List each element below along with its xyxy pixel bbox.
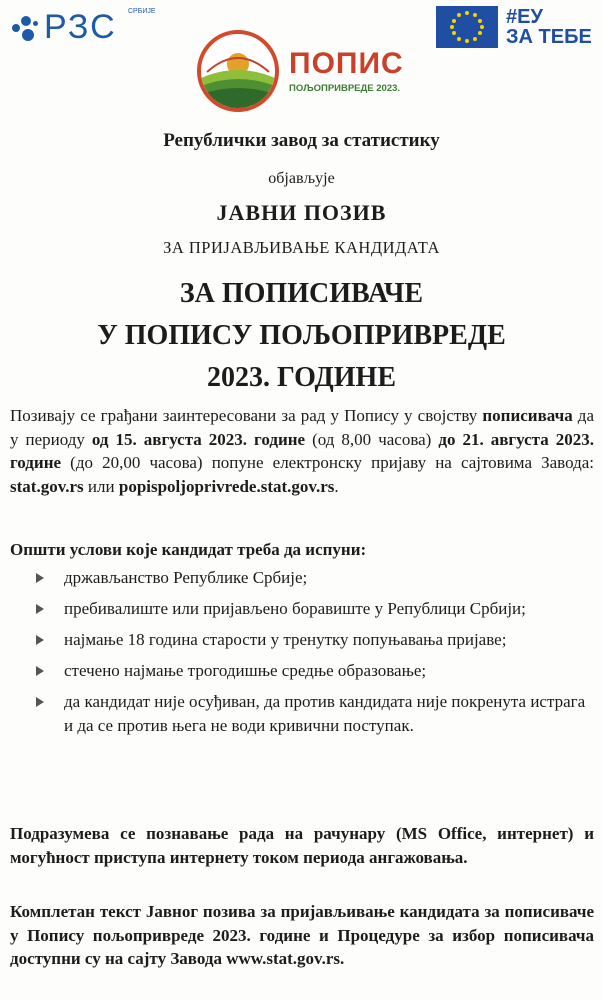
intro-paragraph: Позивају се грађани заинтересовани за рад у Попису у својству пописивача да у периоду од 15. августа 2023. године (од 8,00 часова) до 21. августа 2023. године (до 20,00 часова) попуне електронску пријаву на сајтовима Завода: stat.gov.rs или popispoljoprivrede.stat.gov.rs. xyxy=(10,406,594,496)
eu-logo-line2: ЗА ТЕБЕ xyxy=(506,26,592,48)
bullet-arrow-icon xyxy=(36,697,44,707)
list-item: да кандидат није осуђиван, да против кандидата није покренута истрага и да се против њега не води кривични поступак. xyxy=(36,690,596,738)
title-line-3: 2023. ГОДИНЕ xyxy=(207,362,396,393)
eu-logo xyxy=(436,6,592,48)
list-item: држављанство Републике Србије; xyxy=(36,566,596,590)
rzs-dots-icon xyxy=(10,12,40,42)
rzs-logo-small-text: СРБИЈЕ xyxy=(128,8,156,15)
public-call-heading: ЈАВНИ ПОЗИВ xyxy=(216,200,387,225)
rzs-logo xyxy=(10,8,156,46)
announces-text: објављује xyxy=(268,170,335,187)
census-logo-title: ПОПИС xyxy=(289,46,404,80)
conditions-title: Општи услови које кандидат треба да испуни: xyxy=(10,540,367,559)
bullet-arrow-icon xyxy=(36,635,44,645)
list-item: стечено најмање трогодишње средње образовање; xyxy=(36,659,596,683)
institution-name: Републички завод за статистику xyxy=(163,130,440,151)
census-emblem-icon xyxy=(197,30,279,112)
title-line-1: ЗА ПОПИСИВАЧЕ xyxy=(179,278,424,309)
census-logo xyxy=(197,30,404,112)
stat-gov-link[interactable]: stat.gov.rs xyxy=(10,476,84,496)
computer-skills-note: Подразумева се познавање рада на рачунару (MS Office, интернет) и могућност приступа интернету током периода ангажовања. xyxy=(10,824,594,867)
conditions-list xyxy=(36,566,596,745)
eu-flag-icon xyxy=(436,6,498,48)
rzs-logo-text: РЗС xyxy=(44,8,117,46)
list-item: пребивалиште или пријављено боравиште у Републици Србији; xyxy=(36,597,596,621)
list-item: најмање 18 година старости у тренутку попуњавања пријаве; xyxy=(36,628,596,652)
title-line-2: У ПОПИСУ ПОЉОПРИВРЕДЕ xyxy=(97,320,506,351)
census-logo-subtitle: ПОЉОПРИВРЕДЕ 2023. xyxy=(289,82,401,94)
full-text-note: Комплетан текст Јавног позива за пријављивање кандидата за пописиваче у Попису пољопривреде 2023. године и Процедуре за избор пописивача доступни су на сајту Завода www.stat.gov.rs. xyxy=(10,902,594,968)
popis-site-link[interactable]: popispoljoprivrede.stat.gov.rs xyxy=(118,476,335,496)
bullet-arrow-icon xyxy=(36,604,44,614)
eu-logo-line1: #ЕУ xyxy=(506,6,543,28)
bullet-arrow-icon xyxy=(36,573,44,583)
for-application-subheading: ЗА ПРИЈАВЉИВАЊЕ КАНДИДАТА xyxy=(163,238,440,257)
bullet-arrow-icon xyxy=(36,666,44,676)
